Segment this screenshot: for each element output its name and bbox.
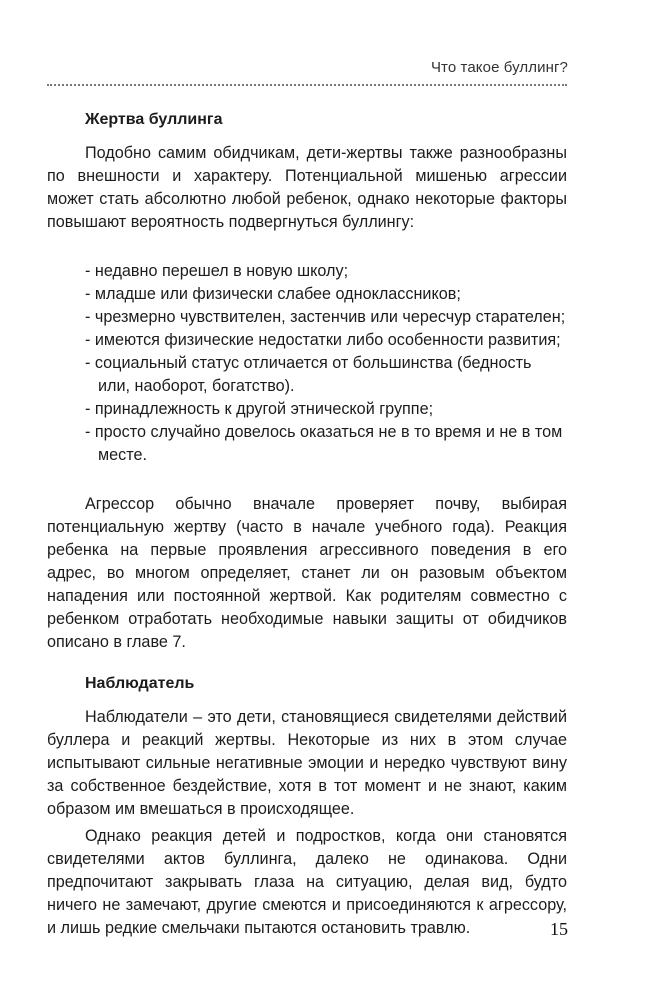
list-item: - просто случайно довелось оказаться не в то время и не в том месте. [85,423,563,464]
page-body [47,108,567,940]
running-head-title: Что такое буллинг? [430,59,568,76]
list-item: - имеются физические недостатки либо особенности развития; [85,331,561,349]
paragraph-bystander-reactions: Однако реакция детей и подростков, когда они становятся свидетелями актов буллинга, далеко не одинакова. Одни предпочитают закрывать глаза на ситуацию, делая вид, будто ничего не замечают, другие смеются и присоединяются к агрессору, и лишь редкие смельчаки пытаются остановить травлю. [47,827,567,937]
list-item: - чрезмерно чувствителен, застенчив или чересчур старателен; [85,308,566,326]
list-item: - социальный статус отличается от большинства (бедность или, наоборот, богатство). [85,354,532,395]
paragraph-aggressor-testing: Агрессор обычно вначале проверяет почву, выбирая потенциальную жертву (часто в начале учебного года). Реакция ребенка на первые проявления агрессивного поведения в его адрес, во многом определяет, станет ли он разовым объектом нападения или постоянной жертвой. Как родителям совместно с ребенком отработать необходимые навыки защиты от обидчиков описано в главе 7. [47,495,567,651]
page-number: 15 [550,919,568,939]
risk-factor-list [47,260,567,467]
list-item: - принадлежность к другой этнической группе; [85,400,434,418]
paragraph-bystander-definition: Наблюдатели – это дети, становящиеся свидетелями действий буллера и реакций жертвы. Некоторые из них в этом случае испытывают сильные негативные эмоции и нередко чувствуют вину за собственное бездействие, хотя в тот момент и не знают, каким образом им вмешаться в происходящее. [47,708,567,818]
section-heading-bystander: Наблюдатель [85,675,195,692]
list-item: - недавно перешел в новую школу; [85,262,349,280]
section-heading-victim: Жертва буллинга [85,111,223,128]
paragraph-victim-intro: Подобно самим обидчикам, дети-жертвы также разнообразны по внешности и характеру. Потенциальной мишенью агрессии может стать абсолютно любой ребенок, однако некоторые факторы повышают вероятность подвергнуться буллингу: [47,144,567,231]
header-dotted-rule [47,84,567,86]
list-item: - младше или физически слабее одноклассников; [85,285,461,303]
